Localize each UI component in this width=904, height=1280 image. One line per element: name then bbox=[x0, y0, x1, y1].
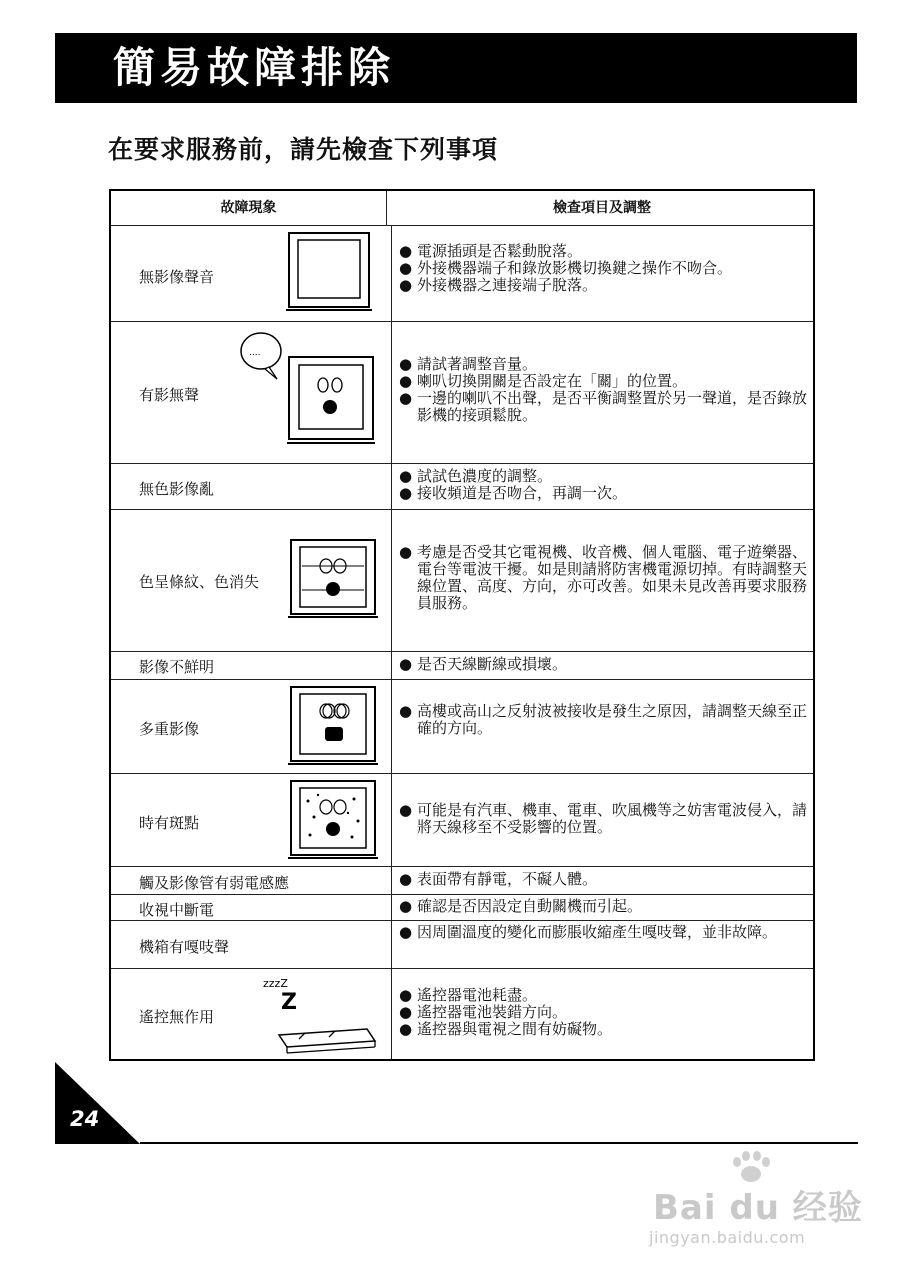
bullet-icon: ● bbox=[399, 484, 413, 502]
snore-text: zzzZ bbox=[263, 977, 288, 990]
column-divider bbox=[386, 191, 387, 225]
row-divider bbox=[111, 509, 813, 510]
watermark-url: jingyan.baidu.com bbox=[649, 1228, 806, 1247]
symptom-color-stripes: 色呈條紋、色消失 bbox=[139, 573, 260, 591]
check-item: ● 遙控器電池裝錯方向。 bbox=[399, 1003, 568, 1021]
page-subtitle: 在要求服務前，請先檢查下列事項 bbox=[108, 135, 499, 164]
row-divider bbox=[111, 968, 813, 969]
bullet-icon: ● bbox=[399, 543, 413, 561]
page-corner-tab bbox=[55, 1062, 140, 1144]
checks-row-10 bbox=[399, 987, 811, 1038]
check-item: ● 遙控器電池耗盡。 bbox=[399, 986, 538, 1004]
bullet-icon: ● bbox=[399, 355, 413, 373]
check-item: ● 是否天線斷線或損壞。 bbox=[399, 655, 568, 673]
check-item: ● 接收頻道是否吻合，再調一次。 bbox=[399, 484, 628, 502]
check-item: ● 因周圍溫度的變化而膨脹收縮產生嘎吱聲，並非故障。 bbox=[399, 923, 778, 941]
bullet-icon: ● bbox=[399, 276, 413, 294]
check-item: ● 外接機器之連接端子脫落。 bbox=[399, 276, 598, 294]
row-divider bbox=[111, 463, 813, 464]
bullet-icon: ● bbox=[399, 923, 413, 941]
checks-row-6 bbox=[399, 802, 811, 836]
footer-rule bbox=[140, 1142, 858, 1144]
checks-row-2 bbox=[399, 468, 811, 502]
checks-row-8 bbox=[399, 898, 811, 915]
speech-bubble-text: .... bbox=[249, 348, 261, 358]
check-item: ● 請試著調整音量。 bbox=[399, 355, 538, 373]
tv-spotted-face-icon bbox=[288, 777, 380, 863]
symptom-no-picture-no-sound: 無影像聲音 bbox=[139, 268, 215, 286]
symptom-power-off: 收視中斷電 bbox=[139, 901, 215, 919]
bullet-icon: ● bbox=[399, 702, 413, 720]
row-divider bbox=[111, 321, 813, 322]
page-number: 24 bbox=[70, 1107, 100, 1131]
header-symptom: 故障現象 bbox=[220, 200, 277, 216]
symptom-no-color: 無色影像亂 bbox=[139, 480, 215, 498]
check-item: ● 高樓或高山之反射波被接收是發生之原因，請調整天線至正確的方向。 bbox=[399, 702, 808, 737]
page-title: 簡易故障排除 bbox=[113, 43, 396, 92]
symptom-picture-no-sound: 有影無聲 bbox=[139, 386, 200, 404]
bullet-icon: ● bbox=[399, 389, 413, 407]
check-item: ● 外接機器端子和錄放影機切換鍵之操作不吻合。 bbox=[399, 259, 733, 277]
check-item: ● 遙控器與電視之間有妨礙物。 bbox=[399, 1020, 613, 1038]
checks-row-1 bbox=[399, 356, 811, 424]
baidu-watermark bbox=[645, 1150, 865, 1260]
tv-ghost-face-icon bbox=[288, 683, 380, 769]
tv-silent-face-icon bbox=[239, 329, 379, 459]
paw-icon bbox=[729, 1150, 773, 1184]
bullet-icon: ● bbox=[399, 870, 413, 888]
bullet-icon: ● bbox=[399, 372, 413, 390]
check-item: ● 考慮是否受其它電視機、收音機、個人電腦、電子遊樂器、電台等電波干擾。如是則請將防害機電源切掉。有時調整天線位置、高度、方向，亦可改善。如果未見改善再要求服務員服務。 bbox=[399, 543, 808, 612]
bullet-icon: ● bbox=[399, 801, 413, 819]
bullet-icon: ● bbox=[399, 655, 413, 673]
column-divider bbox=[391, 225, 392, 1059]
bullet-icon: ● bbox=[399, 986, 413, 1004]
symptom-unclear-picture: 影像不鮮明 bbox=[139, 658, 215, 676]
svg-text:Z: Z bbox=[281, 990, 297, 1015]
tv-blank-icon bbox=[286, 229, 374, 315]
symptom-ghost-images: 多重影像 bbox=[139, 720, 200, 738]
check-item: ● 電源插頭是否鬆動脫落。 bbox=[399, 242, 583, 260]
title-bar bbox=[55, 33, 857, 103]
watermark-brand: Bai du 经验 bbox=[653, 1188, 863, 1228]
bullet-icon: ● bbox=[399, 1020, 413, 1038]
symptom-remote-not-working: 遙控無作用 bbox=[139, 1008, 215, 1026]
bullet-icon: ● bbox=[399, 1003, 413, 1021]
checks-row-3 bbox=[399, 544, 811, 612]
check-item: ● 試試色濃度的調整。 bbox=[399, 467, 553, 485]
row-divider bbox=[111, 894, 813, 895]
checks-row-5 bbox=[399, 703, 811, 737]
tv-striped-face-icon bbox=[288, 536, 380, 622]
checks-row-0 bbox=[399, 243, 811, 294]
checks-row-9 bbox=[399, 924, 811, 941]
check-item: ● 可能是有汽車、機車、電車、吹風機等之妨害電波侵入，請將天線移至不受影響的位置。 bbox=[399, 801, 808, 836]
troubleshooting-table bbox=[109, 189, 815, 1061]
check-item: ● 確認是否因設定自動關機而引起。 bbox=[399, 897, 643, 915]
row-divider bbox=[111, 773, 813, 774]
checks-row-7 bbox=[399, 871, 811, 888]
bullet-icon: ● bbox=[399, 259, 413, 277]
symptom-spots: 時有斑點 bbox=[139, 814, 200, 832]
bullet-icon: ● bbox=[399, 897, 413, 915]
row-divider bbox=[111, 920, 813, 921]
check-item: ● 喇叭切換開關是否設定在「關」的位置。 bbox=[399, 372, 688, 390]
row-divider bbox=[111, 866, 813, 867]
symptom-static-touch: 觸及影像管有弱電感應 bbox=[139, 874, 290, 892]
check-item: ● 表面帶有靜電，不礙人體。 bbox=[399, 870, 598, 888]
header-check: 檢查項目及調整 bbox=[553, 200, 651, 216]
row-divider bbox=[111, 225, 813, 226]
bullet-icon: ● bbox=[399, 242, 413, 260]
check-item: ● 一邊的喇叭不出聲，是否平衡調整置於另一聲道，是否錄放影機的接頭鬆脫。 bbox=[399, 389, 808, 424]
symptom-cabinet-creak: 機箱有嘎吱聲 bbox=[139, 938, 230, 956]
row-divider bbox=[111, 651, 813, 652]
row-divider bbox=[111, 679, 813, 680]
checks-row-4 bbox=[399, 656, 811, 673]
bullet-icon: ● bbox=[399, 467, 413, 485]
sleeping-remote-icon bbox=[259, 971, 385, 1057]
